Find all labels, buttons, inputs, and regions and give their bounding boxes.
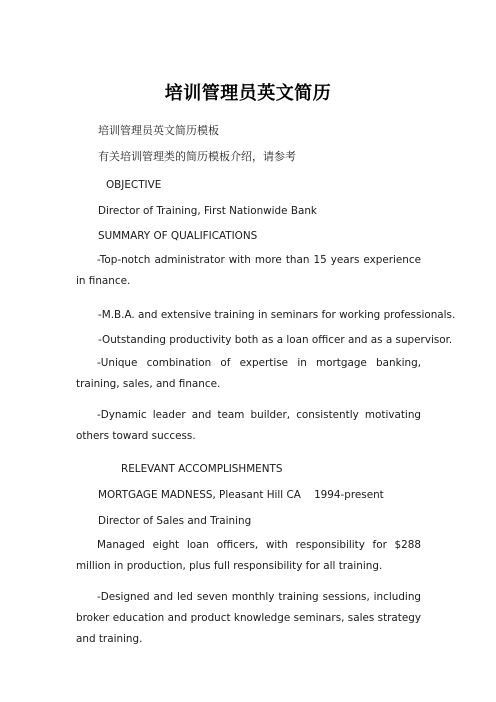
accomplishments-heading: RELEVANT ACCOMPLISHMENTS — [121, 463, 283, 475]
duty-item: -Designed and led seven monthly training sessions, including broker education and product knowledge seminars, sales strategy and training. — [76, 591, 421, 645]
subtitle: 培训管理员英文简历模板 — [98, 124, 219, 137]
document-title: 培训管理员英文简历 — [164, 83, 332, 104]
summary-heading: SUMMARY OF QUALIFICATIONS — [98, 230, 258, 242]
intro-text: 有关培训管理类的简历模板介绍，请参考 — [98, 150, 296, 163]
objective-text: Director of Training, First Nationwide Bank — [98, 205, 317, 217]
qualification-item: -Dynamic leader and team builder, consistently motivating others toward success. — [76, 409, 421, 442]
qualification-item: -Top-notch administrator with more than 15 years experience in finance. — [76, 254, 421, 287]
position-title: Director of Sales and Training — [98, 515, 252, 527]
qualification-item: -M.B.A. and extensive training in seminars for working professionals. — [98, 309, 456, 321]
objective-heading: OBJECTIVE — [106, 179, 162, 191]
duty-item: Managed eight loan officers, with responsibility for $288 million in production, plus full responsibility for all training. — [76, 539, 421, 572]
employer-line: MORTGAGE MADNESS, Pleasant Hill CA 1994-present — [98, 489, 384, 501]
qualification-item: -Unique combination of expertise in mortgage banking, training, sales, and finance. — [76, 357, 421, 390]
qualification-item: -Outstanding productivity both as a loan officer and as a supervisor. — [98, 334, 453, 346]
